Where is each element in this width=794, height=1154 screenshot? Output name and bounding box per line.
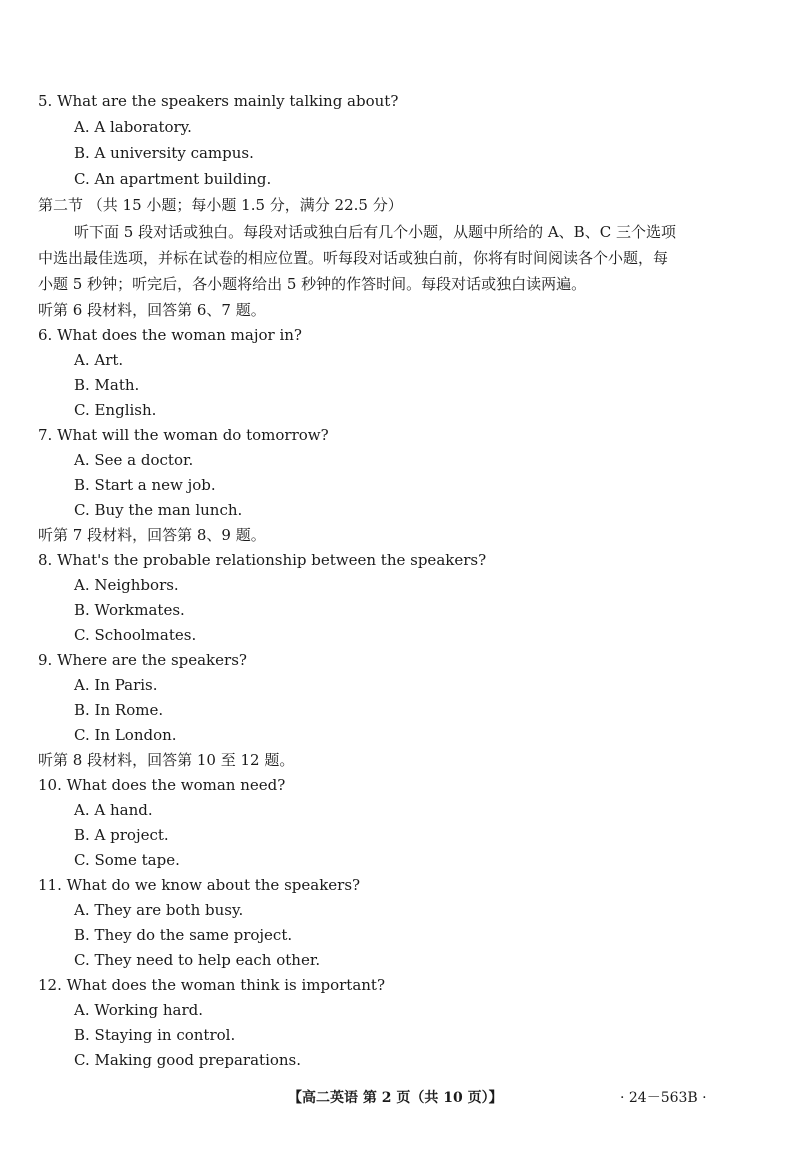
- answer-option: C. English.: [74, 401, 157, 419]
- instruction-text: 小题 5 秒钟；听完后，各小题将给出 5 秒钟的作答时间。每段对话或独白读两遍。: [38, 275, 587, 293]
- question-stem: 10. What does the woman need?: [38, 776, 286, 794]
- answer-option: C. Some tape.: [74, 851, 180, 869]
- answer-option: A. Neighbors.: [74, 576, 179, 594]
- answer-option: A. In Paris.: [74, 676, 158, 694]
- answer-option: B. A university campus.: [74, 144, 254, 162]
- page-footer: [0, 1087, 794, 1109]
- answer-option: A. They are both busy.: [74, 901, 244, 919]
- answer-option: A. Working hard.: [74, 1001, 204, 1019]
- question-stem: 8. What's the probable relationship between the speakers?: [38, 551, 487, 569]
- answer-option: B. In Rome.: [74, 701, 164, 719]
- answer-option: A. Art.: [74, 351, 124, 369]
- answer-option: C. Buy the man lunch.: [74, 501, 243, 519]
- answer-option: C. They need to help each other.: [74, 951, 321, 969]
- footer-page-info: 【高二英语 第 2 页（共 10 页）】: [288, 1090, 503, 1106]
- answer-option: C. Schoolmates.: [74, 626, 197, 644]
- answer-option: B. Workmates.: [74, 601, 185, 619]
- answer-option: B. A project.: [74, 826, 169, 844]
- question-stem: 6. What does the woman major in?: [38, 326, 302, 344]
- question-stem: 7. What will the woman do tomorrow?: [38, 426, 329, 444]
- answer-option: A. A laboratory.: [74, 118, 192, 136]
- answer-option: C. An apartment building.: [74, 170, 272, 188]
- answer-option: C. In London.: [74, 726, 177, 744]
- answer-option: B. They do the same project.: [74, 926, 293, 944]
- answer-option: B. Start a new job.: [74, 476, 216, 494]
- answer-option: C. Making good preparations.: [74, 1051, 302, 1069]
- instruction-text: 第二节 （共 15 小题；每小题 1.5 分，满分 22.5 分）: [38, 196, 403, 214]
- instruction-text: 听下面 5 段对话或独白。每段对话或独白后有几个小题，从题中所给的 A、B、C 三个选项: [74, 223, 676, 241]
- question-stem: 11. What do we know about the speakers?: [38, 876, 361, 894]
- question-stem: 12. What does the woman think is important?: [38, 976, 386, 994]
- answer-option: A. A hand.: [74, 801, 153, 819]
- answer-option: B. Math.: [74, 376, 140, 394]
- answer-option: A. See a doctor.: [74, 451, 194, 469]
- instruction-text: 中选出最佳选项，并标在试卷的相应位置。听每段对话或独白前，你将有时间阅读各个小题，每: [38, 249, 669, 267]
- instruction-text: 听第 8 段材料，回答第 10 至 12 题。: [38, 751, 295, 769]
- answer-option: B. Staying in control.: [74, 1026, 236, 1044]
- question-stem: 5. What are the speakers mainly talking about?: [38, 92, 399, 110]
- question-stem: 9. Where are the speakers?: [38, 651, 247, 669]
- footer-exam-code: · 24－563B ·: [620, 1090, 707, 1106]
- instruction-text: 听第 7 段材料，回答第 8、9 题。: [38, 526, 266, 544]
- instruction-text: 听第 6 段材料，回答第 6、7 题。: [38, 301, 266, 319]
